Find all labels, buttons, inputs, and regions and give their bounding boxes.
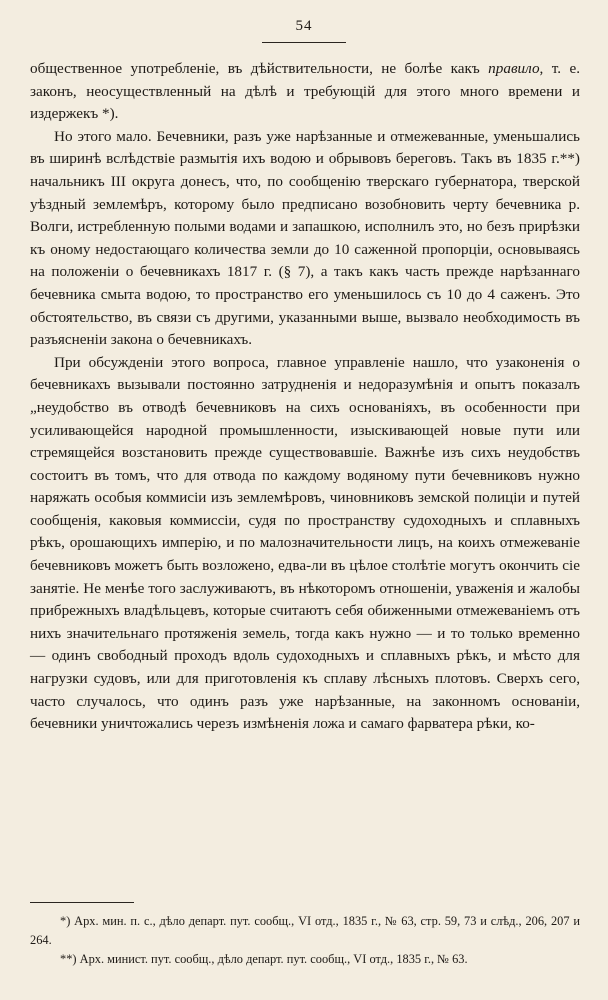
- paragraph-1: [30, 58, 580, 126]
- emphasis-word: правило: [488, 60, 540, 77]
- paragraph-3: При обсужденіи этого вопроса, главное управленіе нашло, что узаконенія о бечевникахъ вызывали постоянно затрудненія и недоразумѣнія и опытъ показалъ „неудобство въ отводѣ бечевниковъ на сихъ основаніяхъ, въ особенности при усиливающейся народной промышленности, изыскивающей новые пути или стремящейся возстановить прежде существовавшіе. Важнѣе изъ сихъ неудобствъ состоитъ въ томъ, что для отвода по каждому водяному пути бечевниковъ нужно наряжать особыя коммисіи изъ землемѣровъ, чиновниковъ земской полиціи и путей сообщенія, каковыя коммиссіи, судя по пространству судоходныхъ и сплавныхъ рѣкъ, орошающихъ имперію, и по малозначительности лицъ, на коихъ отмежеваніе бечевниковъ можетъ быть возложено, едва-ли въ цѣлое столѣтіе могутъ окончить сіе занятіе. Не менѣе того заслуживаютъ, въ нѣкоторомъ отношеніи, уваженія и жалобы прибрежныхъ владѣльцевъ, которые считаютъ себя обиженными отмежеваніемъ отъ нихъ значительнаго протяженія земель, тогда какъ нужно — и то только временно — одинъ свободный проходъ вдоль судоходныхъ и сплавныхъ рѣкъ, и мѣсто для нагрузки судовъ, или для приготовленія къ сплаву лѣсныхъ плотовъ. Сверхъ сего, часто случалось, что одинъ разъ уже нарѣзанные, на законномъ основаніи, бечевники уничтожались черезъ измѣненія ложа и самаго фарватера рѣки, ко-: [30, 353, 580, 733]
- paragraph-2: Но этого мало. Бечевники, разъ уже нарѣзанные и отмежеванные, уменьшались въ ширинѣ вслѣдствіе размытія ихъ водою и обрывовъ береговъ. Такъ въ 1835 г.**) начальникъ III округа донесъ, что, по сообщенію тверскаго губернатора, тверской уѣздный землемѣръ, которому было предписано возобновить черту бечевника р. Волги, истребленную полыми водами и запашкою, исполнилъ это, но безъ прирѣзки къ оному недостающаго количества земли до 10 саженной пропорціи, основываясь на положеніи о бечевникахъ 1817 г. (§ 7), а такъ какъ часть прежде нарѣзаннаго бечевника смыта водою, то пространство его уменьшилось съ 10 до 4 саженъ. Это обстоятельство, въ связи съ другими, указанными выше, вызвало необходимость въ разъясненіи закона о бечевникахъ.: [30, 127, 580, 349]
- footnote-1: *) Арх. мин. п. с., дѣло департ. пут. сообщ., VI отд., 1835 г., № 63, стр. 59, 73 и слѣд., 206, 207 и 264.: [30, 914, 580, 947]
- page-number: 54: [295, 18, 313, 34]
- header-rule: [262, 42, 346, 43]
- footnote-rule: [30, 902, 134, 903]
- footnotes: [30, 912, 580, 969]
- paragraph-1-end: , т. е. законъ, неосуществленный на дѣлѣ и требующій для этого много времени и издержекъ *).: [30, 60, 580, 123]
- paragraph-1-start: общественное употребленіе, въ дѣйствительности, не болѣе какъ: [30, 60, 489, 77]
- footnote-2: **) Арх. минист. пут. сообщ., дѣло департ. пут. сообщ., VI отд., 1835 г., № 63.: [60, 952, 468, 966]
- main-text: [30, 58, 580, 736]
